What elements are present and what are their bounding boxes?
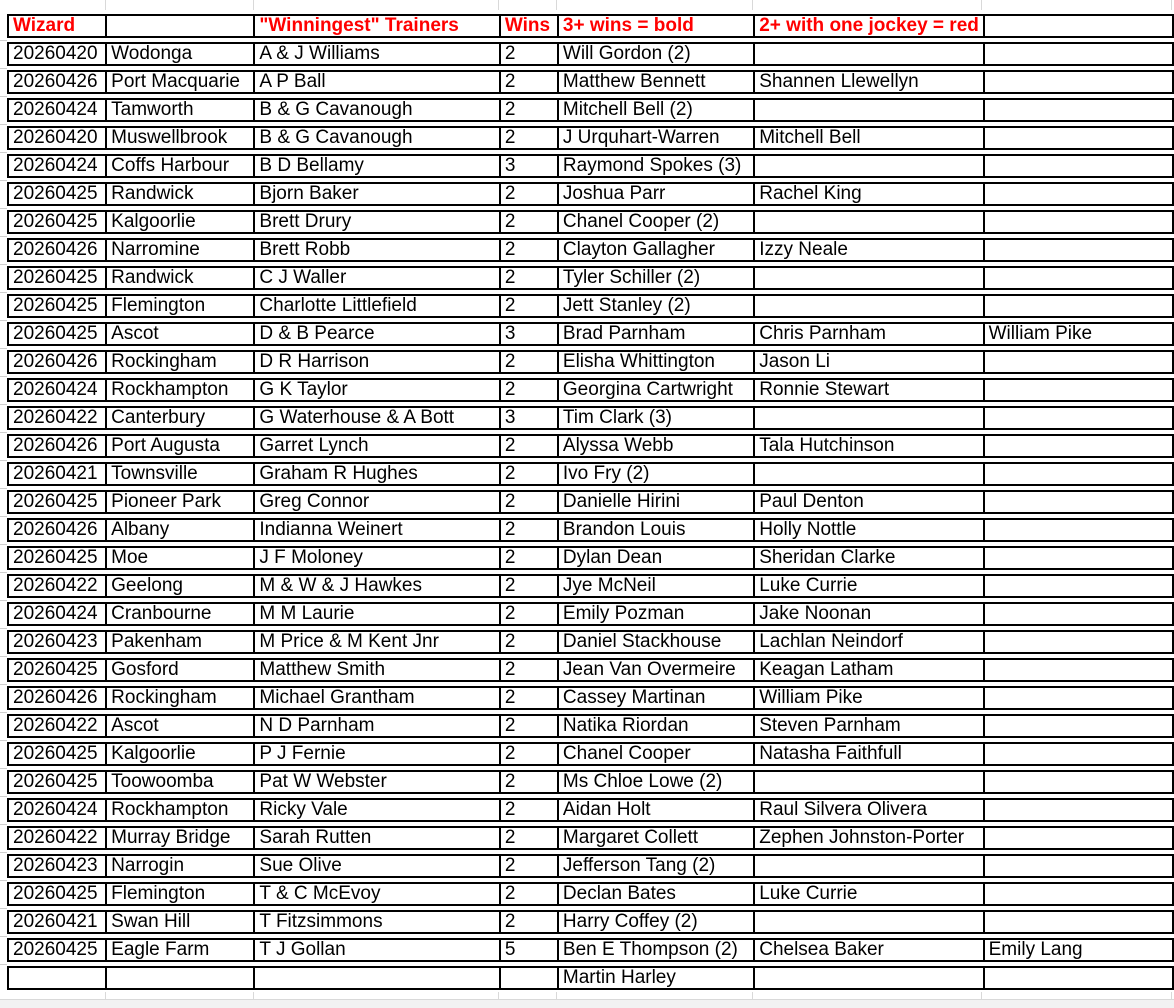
- date-cell[interactable]: 20260422: [7, 714, 105, 738]
- jockey3-cell[interactable]: [983, 574, 1174, 598]
- jockey1-cell[interactable]: Brandon Louis: [557, 518, 753, 542]
- table-row: [7, 378, 1174, 402]
- jockey1-cell[interactable]: Jean Van Overmeire: [557, 658, 753, 682]
- jockey1-cell[interactable]: Jye McNeil: [557, 574, 753, 598]
- table-row: [7, 546, 1174, 570]
- jockey2-cell[interactable]: Mitchell Bell: [753, 126, 982, 150]
- jockey2-cell[interactable]: Jake Noonan: [753, 602, 982, 626]
- wins-cell[interactable]: 2: [499, 126, 557, 150]
- location-cell[interactable]: Kalgoorlie: [105, 210, 253, 234]
- table-row: [7, 770, 1174, 794]
- jockey3-cell[interactable]: [983, 658, 1174, 682]
- jockey3-cell[interactable]: [983, 546, 1174, 570]
- table-row: [7, 462, 1174, 486]
- jockey2-cell[interactable]: Sheridan Clarke: [753, 546, 982, 570]
- jockey2-cell[interactable]: Paul Denton: [753, 490, 982, 514]
- jockey2-cell[interactable]: Zephen Johnston-Porter: [753, 826, 982, 850]
- table-row: [7, 322, 1174, 346]
- jockey1-cell[interactable]: Natika Riordan: [557, 714, 753, 738]
- header-location[interactable]: [105, 14, 253, 38]
- jockey2-cell[interactable]: [753, 294, 982, 318]
- jockey3-cell[interactable]: [983, 630, 1174, 654]
- table-body: [7, 42, 1174, 990]
- date-cell[interactable]: 20260420: [7, 42, 105, 66]
- table-row: [7, 126, 1174, 150]
- location-cell[interactable]: Murray Bridge: [105, 826, 253, 850]
- jockey2-cell[interactable]: Holly Nottle: [753, 518, 982, 542]
- trainer-cell[interactable]: Ricky Vale: [253, 798, 498, 822]
- jockey3-cell[interactable]: [983, 462, 1174, 486]
- jockey2-cell[interactable]: [753, 966, 982, 990]
- sheet-gridline-stub: [1171, 0, 1172, 10]
- trainer-cell[interactable]: D & B Pearce: [253, 322, 498, 346]
- wins-cell[interactable]: 2: [499, 350, 557, 374]
- sheet-gridline-stub: [556, 0, 557, 10]
- date-cell[interactable]: 20260426: [7, 686, 105, 710]
- jockey3-cell[interactable]: [983, 490, 1174, 514]
- location-cell[interactable]: Townsville: [105, 462, 253, 486]
- jockey2-cell[interactable]: [753, 98, 982, 122]
- trainer-cell[interactable]: Brett Drury: [253, 210, 498, 234]
- jockey3-cell[interactable]: [983, 742, 1174, 766]
- trainer-cell[interactable]: Greg Connor: [253, 490, 498, 514]
- jockey1-cell[interactable]: Margaret Collett: [557, 826, 753, 850]
- trainer-cell[interactable]: M M Laurie: [253, 602, 498, 626]
- wins-cell[interactable]: 2: [499, 378, 557, 402]
- location-cell[interactable]: Muswellbrook: [105, 126, 253, 150]
- jockey1-cell[interactable]: Cassey Martinan: [557, 686, 753, 710]
- jockey3-cell[interactable]: [983, 406, 1174, 430]
- jockey2-cell[interactable]: [753, 210, 982, 234]
- location-cell[interactable]: Toowoomba: [105, 770, 253, 794]
- date-cell[interactable]: 20260425: [7, 294, 105, 318]
- date-cell[interactable]: 20260422: [7, 574, 105, 598]
- trainer-cell[interactable]: Garret Lynch: [253, 434, 498, 458]
- table-row: [7, 658, 1174, 682]
- wins-cell[interactable]: [499, 966, 557, 990]
- jockey1-cell[interactable]: Will Gordon (2): [557, 42, 753, 66]
- location-cell[interactable]: Randwick: [105, 182, 253, 206]
- wins-cell[interactable]: 2: [499, 714, 557, 738]
- jockey1-cell[interactable]: Aidan Holt: [557, 798, 753, 822]
- date-cell[interactable]: 20260423: [7, 854, 105, 878]
- table-row: [7, 798, 1174, 822]
- jockey2-cell[interactable]: Chris Parnham: [753, 322, 982, 346]
- jockey2-cell[interactable]: Natasha Faithfull: [753, 742, 982, 766]
- jockey1-cell[interactable]: Martin Harley: [557, 966, 753, 990]
- wins-cell[interactable]: 3: [499, 322, 557, 346]
- wins-cell[interactable]: 2: [499, 238, 557, 262]
- jockey2-cell[interactable]: William Pike: [753, 686, 982, 710]
- trainer-cell[interactable]: A P Ball: [253, 70, 498, 94]
- table-row: [7, 826, 1174, 850]
- location-cell[interactable]: Rockhampton: [105, 378, 253, 402]
- trainer-cell[interactable]: Graham R Hughes: [253, 462, 498, 486]
- location-cell[interactable]: Wodonga: [105, 42, 253, 66]
- table-row: [7, 434, 1174, 458]
- date-cell[interactable]: 20260424: [7, 378, 105, 402]
- jockey1-cell[interactable]: Emily Pozman: [557, 602, 753, 626]
- sheet-bottom-band: [0, 1000, 1174, 1008]
- jockey1-cell[interactable]: Chanel Cooper (2): [557, 210, 753, 234]
- table-row: [7, 938, 1174, 962]
- table-row: [7, 518, 1174, 542]
- wins-cell[interactable]: 2: [499, 630, 557, 654]
- location-cell[interactable]: Flemington: [105, 882, 253, 906]
- table-row: [7, 266, 1174, 290]
- jockey1-cell[interactable]: Chanel Cooper: [557, 742, 753, 766]
- jockey1-cell[interactable]: Tim Clark (3): [557, 406, 753, 430]
- location-cell[interactable]: Rockhampton: [105, 798, 253, 822]
- jockey1-cell[interactable]: Joshua Parr: [557, 182, 753, 206]
- date-cell[interactable]: 20260425: [7, 658, 105, 682]
- trainer-cell[interactable]: T & C McEvoy: [253, 882, 498, 906]
- sheet-gridline-stub: [253, 0, 254, 10]
- table-row: [7, 238, 1174, 262]
- wins-cell[interactable]: 2: [499, 602, 557, 626]
- jockey3-cell[interactable]: [983, 182, 1174, 206]
- jockey3-cell[interactable]: [983, 854, 1174, 878]
- jockey3-cell[interactable]: [983, 98, 1174, 122]
- jockey1-cell[interactable]: Declan Bates: [557, 882, 753, 906]
- jockey2-cell[interactable]: [753, 266, 982, 290]
- jockey1-cell[interactable]: Clayton Gallagher: [557, 238, 753, 262]
- location-cell[interactable]: Rockingham: [105, 686, 253, 710]
- location-cell[interactable]: Swan Hill: [105, 910, 253, 934]
- jockey1-cell[interactable]: Jett Stanley (2): [557, 294, 753, 318]
- jockey1-cell[interactable]: Harry Coffey (2): [557, 910, 753, 934]
- wins-cell[interactable]: 2: [499, 770, 557, 794]
- jockey3-cell[interactable]: [983, 798, 1174, 822]
- date-cell[interactable]: 20260425: [7, 490, 105, 514]
- location-cell[interactable]: Gosford: [105, 658, 253, 682]
- wins-cell[interactable]: 2: [499, 434, 557, 458]
- wins-cell[interactable]: 2: [499, 294, 557, 318]
- location-cell[interactable]: Flemington: [105, 294, 253, 318]
- table-row: [7, 742, 1174, 766]
- wins-cell[interactable]: 2: [499, 658, 557, 682]
- wins-cell[interactable]: 2: [499, 826, 557, 850]
- trainer-cell[interactable]: B & G Cavanough: [253, 98, 498, 122]
- table-row: [7, 910, 1174, 934]
- sheet-gridline-stub: [498, 0, 499, 10]
- wins-cell[interactable]: 2: [499, 546, 557, 570]
- jockey3-cell[interactable]: [983, 434, 1174, 458]
- wins-cell[interactable]: 2: [499, 742, 557, 766]
- location-cell[interactable]: Moe: [105, 546, 253, 570]
- trainer-cell[interactable]: Brett Robb: [253, 238, 498, 262]
- jockey1-cell[interactable]: Ms Chloe Lowe (2): [557, 770, 753, 794]
- sheet-gridline-stub: [752, 0, 753, 10]
- date-cell[interactable]: 20260423: [7, 630, 105, 654]
- date-cell[interactable]: 20260425: [7, 770, 105, 794]
- trainer-cell[interactable]: A & J Williams: [253, 42, 498, 66]
- wins-cell[interactable]: 2: [499, 798, 557, 822]
- jockey3-cell[interactable]: [983, 42, 1174, 66]
- date-cell[interactable]: 20260425: [7, 266, 105, 290]
- jockey2-cell[interactable]: Raul Silvera Olivera: [753, 798, 982, 822]
- jockey3-cell[interactable]: [983, 210, 1174, 234]
- jockey2-cell[interactable]: [753, 42, 982, 66]
- table-row: [7, 490, 1174, 514]
- wins-cell[interactable]: 2: [499, 182, 557, 206]
- jockey2-cell[interactable]: Rachel King: [753, 182, 982, 206]
- location-cell[interactable]: Kalgoorlie: [105, 742, 253, 766]
- jockey2-cell[interactable]: Tala Hutchinson: [753, 434, 982, 458]
- jockey2-cell[interactable]: Chelsea Baker: [753, 938, 982, 962]
- jockey3-cell[interactable]: [983, 126, 1174, 150]
- date-cell[interactable]: 20260426: [7, 434, 105, 458]
- location-cell[interactable]: Coffs Harbour: [105, 154, 253, 178]
- date-cell[interactable]: 20260424: [7, 602, 105, 626]
- location-cell[interactable]: Narromine: [105, 238, 253, 262]
- trainer-cell[interactable]: P J Fernie: [253, 742, 498, 766]
- jockey2-cell[interactable]: Shannen Llewellyn: [753, 70, 982, 94]
- jockey3-cell[interactable]: [983, 154, 1174, 178]
- table-row: [7, 182, 1174, 206]
- jockey1-cell[interactable]: Dylan Dean: [557, 546, 753, 570]
- header-wins[interactable]: Wins: [499, 14, 557, 38]
- jockey3-cell[interactable]: [983, 266, 1174, 290]
- jockey3-cell[interactable]: [983, 910, 1174, 934]
- jockey1-cell[interactable]: Alyssa Webb: [557, 434, 753, 458]
- table-row: [7, 602, 1174, 626]
- header-row: [7, 14, 1174, 38]
- trainer-cell[interactable]: N D Parnham: [253, 714, 498, 738]
- date-cell[interactable]: 20260424: [7, 798, 105, 822]
- date-cell[interactable]: 20260421: [7, 462, 105, 486]
- wins-cell[interactable]: 2: [499, 266, 557, 290]
- trainer-cell[interactable]: Matthew Smith: [253, 658, 498, 682]
- table-row: [7, 70, 1174, 94]
- trainer-cell[interactable]: G K Taylor: [253, 378, 498, 402]
- location-cell[interactable]: Tamworth: [105, 98, 253, 122]
- date-cell[interactable]: 20260425: [7, 938, 105, 962]
- table-row: [7, 406, 1174, 430]
- date-cell[interactable]: 20260426: [7, 238, 105, 262]
- location-cell[interactable]: Pioneer Park: [105, 490, 253, 514]
- date-cell[interactable]: 20260422: [7, 406, 105, 430]
- date-cell[interactable]: 20260426: [7, 518, 105, 542]
- trainer-cell[interactable]: Charlotte Littlefield: [253, 294, 498, 318]
- jockey1-cell[interactable]: Elisha Whittington: [557, 350, 753, 374]
- trainer-cell[interactable]: M & W & J Hawkes: [253, 574, 498, 598]
- jockey3-cell[interactable]: [983, 70, 1174, 94]
- jockey2-cell[interactable]: [753, 770, 982, 794]
- trainer-cell[interactable]: D R Harrison: [253, 350, 498, 374]
- sheet-gridline-stub: [981, 0, 982, 10]
- trainer-cell[interactable]: B D Bellamy: [253, 154, 498, 178]
- trainer-cell[interactable]: Michael Grantham: [253, 686, 498, 710]
- jockey2-cell[interactable]: [753, 910, 982, 934]
- wins-cell[interactable]: 2: [499, 490, 557, 514]
- location-cell[interactable]: Port Augusta: [105, 434, 253, 458]
- wins-cell[interactable]: 2: [499, 686, 557, 710]
- jockey2-cell[interactable]: Ronnie Stewart: [753, 378, 982, 402]
- trainer-cell[interactable]: B & G Cavanough: [253, 126, 498, 150]
- jockey3-cell[interactable]: [983, 770, 1174, 794]
- jockey3-cell[interactable]: [983, 602, 1174, 626]
- table-row: [7, 98, 1174, 122]
- wins-cell[interactable]: 2: [499, 882, 557, 906]
- jockey1-cell[interactable]: J Urquhart-Warren: [557, 126, 753, 150]
- wins-cell[interactable]: 2: [499, 854, 557, 878]
- jockey3-cell[interactable]: Emily Lang: [983, 938, 1174, 962]
- location-cell[interactable]: Narrogin: [105, 854, 253, 878]
- jockey3-cell[interactable]: [983, 238, 1174, 262]
- table-row: [7, 42, 1174, 66]
- jockey3-cell[interactable]: [983, 378, 1174, 402]
- table-row: [7, 294, 1174, 318]
- location-cell[interactable]: Cranbourne: [105, 602, 253, 626]
- jockey1-cell[interactable]: Danielle Hirini: [557, 490, 753, 514]
- results-table: [7, 10, 1174, 994]
- sheet-gridline-stub: [105, 0, 106, 10]
- table-row: [7, 854, 1174, 878]
- date-cell[interactable]: 20260425: [7, 546, 105, 570]
- date-cell[interactable]: 20260425: [7, 322, 105, 346]
- table-row: [7, 686, 1174, 710]
- table-row: [7, 882, 1174, 906]
- date-cell[interactable]: 20260425: [7, 182, 105, 206]
- date-cell[interactable]: 20260420: [7, 126, 105, 150]
- table-row: [7, 714, 1174, 738]
- date-cell[interactable]: 20260425: [7, 742, 105, 766]
- jockey3-cell[interactable]: [983, 966, 1174, 990]
- location-cell[interactable]: Rockingham: [105, 350, 253, 374]
- location-cell[interactable]: Albany: [105, 518, 253, 542]
- jockey2-cell[interactable]: Lachlan Neindorf: [753, 630, 982, 654]
- location-cell[interactable]: Ascot: [105, 322, 253, 346]
- location-cell[interactable]: [105, 966, 253, 990]
- wins-cell[interactable]: 2: [499, 70, 557, 94]
- trainer-cell[interactable]: T Fitzsimmons: [253, 910, 498, 934]
- header-wizard[interactable]: Wizard: [7, 14, 105, 38]
- jockey2-cell[interactable]: Luke Currie: [753, 882, 982, 906]
- jockey1-cell[interactable]: Georgina Cartwright: [557, 378, 753, 402]
- location-cell[interactable]: Pakenham: [105, 630, 253, 654]
- date-cell[interactable]: 20260425: [7, 882, 105, 906]
- jockey3-cell[interactable]: [983, 826, 1174, 850]
- wins-cell[interactable]: 3: [499, 154, 557, 178]
- jockey3-cell[interactable]: [983, 714, 1174, 738]
- jockey2-cell[interactable]: Izzy Neale: [753, 238, 982, 262]
- location-cell[interactable]: Ascot: [105, 714, 253, 738]
- jockey1-cell[interactable]: Raymond Spokes (3): [557, 154, 753, 178]
- jockey1-cell[interactable]: Tyler Schiller (2): [557, 266, 753, 290]
- table-row: [7, 966, 1174, 990]
- location-cell[interactable]: Canterbury: [105, 406, 253, 430]
- header-jockey3[interactable]: [983, 14, 1174, 38]
- jockey2-cell[interactable]: [753, 462, 982, 486]
- table-row: [7, 210, 1174, 234]
- trainer-cell[interactable]: T J Gollan: [253, 938, 498, 962]
- date-cell[interactable]: 20260424: [7, 154, 105, 178]
- table-row: [7, 154, 1174, 178]
- jockey1-cell[interactable]: Matthew Bennett: [557, 70, 753, 94]
- wins-cell[interactable]: 2: [499, 210, 557, 234]
- trainer-cell[interactable]: M Price & M Kent Jnr: [253, 630, 498, 654]
- jockey1-cell[interactable]: Ivo Fry (2): [557, 462, 753, 486]
- jockey2-cell[interactable]: Keagan Latham: [753, 658, 982, 682]
- jockey1-cell[interactable]: Mitchell Bell (2): [557, 98, 753, 122]
- date-cell[interactable]: 20260424: [7, 98, 105, 122]
- location-cell[interactable]: Randwick: [105, 266, 253, 290]
- date-cell[interactable]: 20260421: [7, 910, 105, 934]
- trainer-cell[interactable]: Sue Olive: [253, 854, 498, 878]
- date-cell[interactable]: 20260426: [7, 70, 105, 94]
- wins-cell[interactable]: 2: [499, 42, 557, 66]
- jockey2-cell[interactable]: Steven Parnham: [753, 714, 982, 738]
- location-cell[interactable]: Port Macquarie: [105, 70, 253, 94]
- jockey3-cell[interactable]: [983, 294, 1174, 318]
- wins-cell[interactable]: 2: [499, 462, 557, 486]
- jockey3-cell[interactable]: [983, 882, 1174, 906]
- trainer-cell[interactable]: J F Moloney: [253, 546, 498, 570]
- jockey2-cell[interactable]: [753, 854, 982, 878]
- trainer-cell[interactable]: Bjorn Baker: [253, 182, 498, 206]
- jockey2-cell[interactable]: [753, 154, 982, 178]
- table-row: [7, 630, 1174, 654]
- date-cell[interactable]: 20260426: [7, 350, 105, 374]
- wins-cell[interactable]: 3: [499, 406, 557, 430]
- trainer-cell[interactable]: C J Waller: [253, 266, 498, 290]
- location-cell[interactable]: Eagle Farm: [105, 938, 253, 962]
- trainer-cell[interactable]: G Waterhouse & A Bott: [253, 406, 498, 430]
- trainer-cell[interactable]: Pat W Webster: [253, 770, 498, 794]
- date-cell[interactable]: 20260425: [7, 210, 105, 234]
- jockey2-cell[interactable]: [753, 406, 982, 430]
- trainer-cell[interactable]: Sarah Rutten: [253, 826, 498, 850]
- wins-cell[interactable]: 2: [499, 518, 557, 542]
- jockey1-cell[interactable]: Daniel Stackhouse: [557, 630, 753, 654]
- wins-cell[interactable]: 2: [499, 574, 557, 598]
- jockey1-cell[interactable]: Jefferson Tang (2): [557, 854, 753, 878]
- date-cell[interactable]: 20260422: [7, 826, 105, 850]
- header-trainers[interactable]: "Winningest" Trainers: [253, 14, 498, 38]
- jockey2-cell[interactable]: Jason Li: [753, 350, 982, 374]
- wins-cell[interactable]: 2: [499, 98, 557, 122]
- jockey1-cell[interactable]: Ben E Thompson (2): [557, 938, 753, 962]
- header-jockey2-note[interactable]: 2+ with one jockey = red: [753, 14, 982, 38]
- date-cell[interactable]: [7, 966, 105, 990]
- jockey3-cell[interactable]: [983, 686, 1174, 710]
- table-row: [7, 350, 1174, 374]
- location-cell[interactable]: Geelong: [105, 574, 253, 598]
- jockey3-cell[interactable]: [983, 518, 1174, 542]
- jockey3-cell[interactable]: William Pike: [983, 322, 1174, 346]
- trainer-cell[interactable]: Indianna Weinert: [253, 518, 498, 542]
- trainer-cell[interactable]: [253, 966, 498, 990]
- jockey2-cell[interactable]: Luke Currie: [753, 574, 982, 598]
- wins-cell[interactable]: 2: [499, 910, 557, 934]
- table-row: [7, 574, 1174, 598]
- jockey3-cell[interactable]: [983, 350, 1174, 374]
- sheet-left-row-ticks: [0, 40, 7, 967]
- header-jockey1-note[interactable]: 3+ wins = bold: [557, 14, 753, 38]
- wins-cell[interactable]: 5: [499, 938, 557, 962]
- jockey1-cell[interactable]: Brad Parnham: [557, 322, 753, 346]
